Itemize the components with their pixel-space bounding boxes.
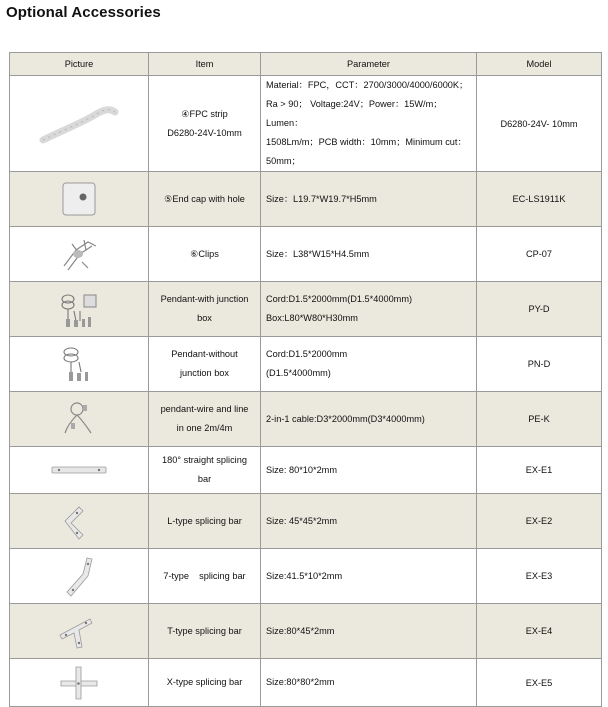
pendant-wire-icon [57, 397, 101, 441]
accessories-table [9, 52, 602, 707]
l-bar-icon [57, 499, 101, 543]
param-line-1: Cord:D1.5*2000mm [266, 349, 348, 359]
header-model: Model [477, 53, 602, 76]
parameter-cell: Size:41.5*10*2mm [261, 549, 477, 604]
item-line-1: ④FPC strip [181, 108, 228, 119]
parameter-cell: 2-in-1 cable:D3*2000mm(D3*4000mm) [261, 392, 477, 447]
table-row [10, 282, 602, 337]
parameter-cell [261, 76, 477, 172]
param-line-4: 50mm； [266, 156, 301, 166]
picture-cell [10, 494, 149, 549]
param-line-3: 1508Lm/m；PCB width：10mm；Minimum cut： [266, 137, 467, 147]
header-item: Item [149, 53, 261, 76]
model-cell: EX-E2 [477, 494, 602, 549]
picture-cell [10, 447, 149, 494]
model-cell: CP-07 [477, 227, 602, 282]
fpc-strip-icon [39, 102, 119, 146]
table-row [10, 172, 602, 227]
item-line-2: bar [197, 474, 212, 484]
clips-icon [54, 232, 104, 276]
page-title: Optional Accessories [6, 4, 161, 21]
item-line-2: box [197, 313, 212, 323]
picture-cell [10, 549, 149, 604]
param-line-2: Ra > 90； Voltage:24V；Power：15W/m；Lumen： [266, 99, 443, 128]
table-row [10, 604, 602, 659]
model-cell: PE-K [477, 392, 602, 447]
item-cell [149, 392, 261, 447]
item-cell: X-type splicing bar [149, 659, 261, 707]
parameter-cell: Size:80*80*2mm [261, 659, 477, 707]
parameter-cell [261, 337, 477, 392]
t-bar-icon [54, 609, 104, 653]
param-line-2: (D1.5*4000mm) [266, 368, 331, 378]
header-parameter: Parameter [261, 53, 477, 76]
picture-cell [10, 227, 149, 282]
item-cell [149, 282, 261, 337]
item-cell [149, 337, 261, 392]
table-row [10, 227, 602, 282]
pendant-icon [57, 342, 101, 386]
table-row [10, 659, 602, 707]
model-cell: PY-D [477, 282, 602, 337]
param-line-2: Box:L80*W80*H30mm [266, 313, 358, 323]
header-picture: Picture [10, 53, 149, 76]
item-line-1: pendant-wire and line [160, 404, 249, 414]
item-cell: ⑤End cap with hole [149, 172, 261, 227]
param-line-1: Material：FPC，CCT：2700/3000/4000/6000K； [266, 80, 469, 90]
table-row [10, 447, 602, 494]
parameter-cell [261, 282, 477, 337]
item-cell: 7-type splicing bar [149, 549, 261, 604]
item-line-1: Pendant-with junction [160, 294, 249, 304]
picture-cell [10, 604, 149, 659]
parameter-cell: Size: 80*10*2mm [261, 447, 477, 494]
parameter-cell: Size：L38*W15*H4.5mm [261, 227, 477, 282]
table-row [10, 337, 602, 392]
item-line-1: Pendant-without [171, 349, 238, 359]
model-cell: EX-E4 [477, 604, 602, 659]
straight-bar-icon [49, 460, 109, 480]
item-cell: T-type splicing bar [149, 604, 261, 659]
model-cell: EX-E5 [477, 659, 602, 707]
parameter-cell: Size:80*45*2mm [261, 604, 477, 659]
model-cell: EX-E1 [477, 447, 602, 494]
item-cell: L-type splicing bar [149, 494, 261, 549]
model-cell: PN-D [477, 337, 602, 392]
picture-cell [10, 76, 149, 172]
parameter-cell: Size：L19.7*W19.7*H5mm [261, 172, 477, 227]
item-cell [149, 447, 261, 494]
picture-cell [10, 337, 149, 392]
item-line-2: D6280-24V-10mm [167, 127, 242, 138]
item-cell [149, 76, 261, 172]
table-row [10, 549, 602, 604]
picture-cell [10, 172, 149, 227]
item-line-1: 180° straight splicing [162, 455, 247, 465]
model-cell: D6280-24V- 10mm [477, 76, 602, 172]
picture-cell [10, 392, 149, 447]
table-row [10, 392, 602, 447]
model-cell: EC-LS1911K [477, 172, 602, 227]
item-cell: ⑥Clips [149, 227, 261, 282]
parameter-cell: Size: 45*45*2mm [261, 494, 477, 549]
item-line-2: junction box [179, 368, 230, 378]
table-header-row [10, 53, 602, 76]
item-line-2: in one 2m/4m [176, 423, 233, 433]
param-line-1: Cord:D1.5*2000mm(D1.5*4000mm) [266, 294, 413, 304]
table-row [10, 76, 602, 172]
end-cap-icon [57, 177, 101, 221]
x-bar-icon [57, 663, 101, 703]
picture-cell [10, 282, 149, 337]
picture-cell [10, 659, 149, 707]
model-cell: EX-E3 [477, 549, 602, 604]
pendant-junction-icon [54, 287, 104, 331]
seven-bar-icon [57, 552, 101, 600]
table-row [10, 494, 602, 549]
